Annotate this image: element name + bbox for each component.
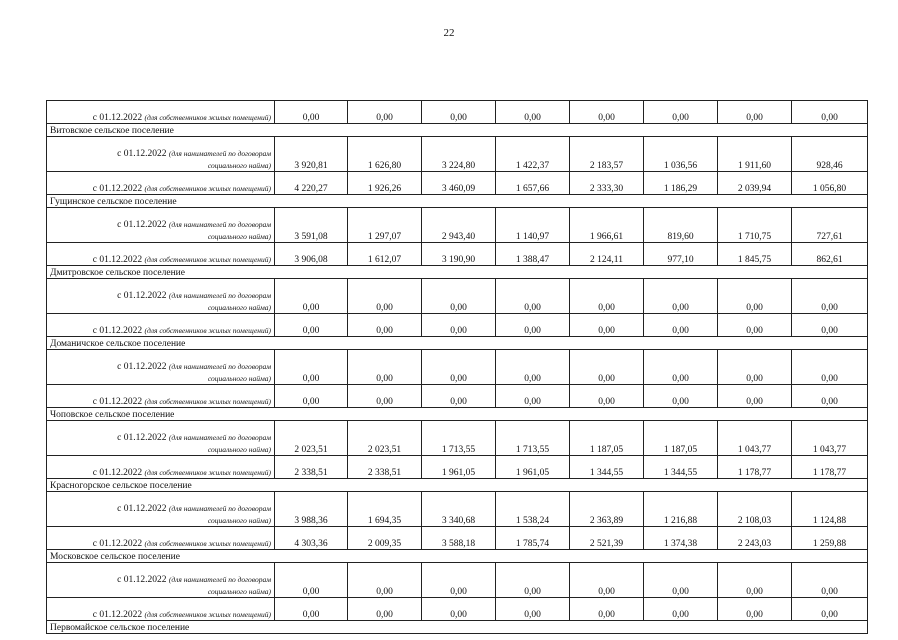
table-cell-value: 1 043,77 [792,421,868,456]
table-cell-value: 0,00 [792,598,868,621]
table-cell-value: 862,61 [792,243,868,266]
table-cell-value: 1 178,77 [718,456,792,479]
table-cell-value: 3 340,68 [422,492,496,527]
table-cell-value: 977,10 [644,243,718,266]
table-cell-value: 0,00 [644,279,718,314]
table-cell-value: 0,00 [570,279,644,314]
table-cell-value: 0,00 [792,314,868,337]
table-cell-value: 0,00 [275,314,348,337]
table-cell-value: 1 056,80 [792,172,868,195]
table-cell-value: 727,61 [792,208,868,243]
table-cell-value: 2 333,30 [570,172,644,195]
table-cell-value: 0,00 [348,314,422,337]
table-cell-value: 0,00 [496,101,570,124]
table-cell-value: 0,00 [718,563,792,598]
table-cell-value: 2 023,51 [348,421,422,456]
label-line-1 [50,574,271,586]
table-cell-value: 3 588,18 [422,527,496,550]
row-note: (для собственников жилых помещений) [144,539,271,548]
table-cell-value: 2 943,40 [422,208,496,243]
row-label-owners [47,456,275,479]
table-cell-value: 2 108,03 [718,492,792,527]
row-label-owners [47,172,275,195]
table-cell-value: 0,00 [570,598,644,621]
settlement-row [47,408,868,421]
table-cell-value: 0,00 [644,385,718,408]
table-cell-value: 2 521,39 [570,527,644,550]
row-note: (для нанимателей по договорам [168,362,271,371]
table-cell-value: 1 259,88 [792,527,868,550]
table-row [47,456,868,479]
table-cell-value: 3 906,08 [275,243,348,266]
row-label-tenants [47,492,275,527]
row-label-tenants [47,208,275,243]
row-date: с 01.12.2022 [92,539,143,549]
label-line-1 [50,148,271,160]
settlement-row [47,621,868,634]
tariff-table [46,100,868,634]
table-cell-value: 2 023,51 [275,421,348,456]
row-note: (для нанимателей по договорам [168,291,271,300]
table-cell-value: 1 186,29 [644,172,718,195]
settlement-row [47,124,868,137]
table-cell-value: 1 911,60 [718,137,792,172]
table-cell-value: 2 338,51 [275,456,348,479]
row-note: (для нанимателей по договорам [168,504,271,513]
table-row [47,137,868,172]
table-cell-value: 3 460,09 [422,172,496,195]
row-label-owners [47,314,275,337]
table-cell-value: 0,00 [644,101,718,124]
table-cell-value: 4 220,27 [275,172,348,195]
row-note: (для нанимателей по договорам [168,575,271,584]
table-cell-value: 0,00 [275,101,348,124]
table-cell-value: 0,00 [792,279,868,314]
row-note-line-2: социального найма) [207,232,271,241]
table-row [47,350,868,385]
table-cell-value: 0,00 [496,279,570,314]
row-note: (для собственников жилых помещений) [144,468,271,477]
table-cell-value: 0,00 [422,563,496,598]
table-cell-value: 2 009,35 [348,527,422,550]
table-cell-value: 1 961,05 [496,456,570,479]
table-cell-value: 1 216,88 [644,492,718,527]
table-row [47,208,868,243]
table-cell-value: 0,00 [348,279,422,314]
table-cell-value: 1 961,05 [422,456,496,479]
settlement-row [47,266,868,279]
table-cell-value: 0,00 [718,101,792,124]
table-cell-value: 0,00 [644,350,718,385]
settlement-name: Витовское сельское поселение [47,124,868,137]
table-cell-value: 1 344,55 [570,456,644,479]
table-cell-value: 1 926,26 [348,172,422,195]
row-note: (для нанимателей по договорам [168,149,271,158]
table-cell-value: 1 036,56 [644,137,718,172]
page-number: 22 [443,27,455,39]
table-cell-value: 0,00 [348,350,422,385]
label-line-1 [50,432,271,444]
table-row [47,243,868,266]
table-cell-value: 2 243,03 [718,527,792,550]
table-cell-value: 1 626,80 [348,137,422,172]
row-date: с 01.12.2022 [92,255,143,265]
table-cell-value: 1 710,75 [718,208,792,243]
table-cell-value: 0,00 [644,314,718,337]
table-cell-value: 1 694,35 [348,492,422,527]
table-cell-value: 0,00 [496,385,570,408]
table-cell-value: 0,00 [275,598,348,621]
table-cell-value: 1 538,24 [496,492,570,527]
table-cell-value: 0,00 [792,563,868,598]
table-cell-value: 0,00 [718,385,792,408]
table-row [47,492,868,527]
table-cell-value: 0,00 [718,314,792,337]
table-cell-value: 1 966,61 [570,208,644,243]
table-cell-value: 0,00 [348,385,422,408]
table-cell-value: 3 920,81 [275,137,348,172]
table-cell-value: 4 303,36 [275,527,348,550]
table-row [47,598,868,621]
row-label-owners [47,385,275,408]
row-date: с 01.12.2022 [117,504,167,514]
label-line-1 [50,503,271,515]
table-cell-value: 0,00 [422,279,496,314]
settlement-name: Красногорское сельское поселение [47,479,868,492]
table-cell-value: 1 612,07 [348,243,422,266]
table-cell-value: 1 374,38 [644,527,718,550]
table-cell-value: 0,00 [275,563,348,598]
row-label-owners [47,527,275,550]
settlement-row [47,195,868,208]
label-line-1 [50,290,271,302]
table-cell-value: 0,00 [644,563,718,598]
row-note-line-2: социального найма) [207,587,271,596]
table-cell-value: 2 039,94 [718,172,792,195]
table-cell-value: 928,46 [792,137,868,172]
table-row [47,385,868,408]
table-cell-value: 0,00 [422,350,496,385]
row-label-owners [47,101,275,124]
table-cell-value: 0,00 [792,350,868,385]
table-cell-value: 0,00 [570,101,644,124]
table-cell-value: 0,00 [792,385,868,408]
table-cell-value: 3 224,80 [422,137,496,172]
row-note-line-2: социального найма) [207,161,271,170]
table-cell-value: 0,00 [496,314,570,337]
row-note: (для нанимателей по договорам [168,220,271,229]
table-cell-value: 3 190,90 [422,243,496,266]
row-label-owners [47,243,275,266]
table-cell-value: 1 845,75 [718,243,792,266]
table-cell-value: 0,00 [496,598,570,621]
table-cell-value: 0,00 [644,598,718,621]
row-date: с 01.12.2022 [117,291,167,301]
table-cell-value: 0,00 [348,101,422,124]
settlement-name: Дмитровское сельское поселение [47,266,868,279]
table-cell-value: 0,00 [570,350,644,385]
table-cell-value: 1 043,77 [718,421,792,456]
table-cell-value: 1 140,97 [496,208,570,243]
table-cell-value: 0,00 [718,279,792,314]
table-cell-value: 0,00 [275,279,348,314]
row-date: с 01.12.2022 [117,362,167,372]
table-cell-value: 0,00 [422,314,496,337]
table-row [47,314,868,337]
table-cell-value: 1 422,37 [496,137,570,172]
settlement-name: Чоповское сельское поселение [47,408,868,421]
table-cell-value: 0,00 [570,314,644,337]
table-row [47,279,868,314]
row-label-tenants [47,563,275,598]
table-cell-value: 3 988,36 [275,492,348,527]
row-note-line-2: социального найма) [207,445,271,454]
settlement-name: Гущинское сельское поселение [47,195,868,208]
row-date: с 01.12.2022 [92,468,143,478]
table-cell-value: 0,00 [496,350,570,385]
table-cell-value: 0,00 [422,385,496,408]
table-cell-value: 1 713,55 [422,421,496,456]
row-note-line-2: социального найма) [207,374,271,383]
settlement-name: Первомайское сельское поселение [47,621,868,634]
settlement-row [47,550,868,563]
table-cell-value: 1 187,05 [570,421,644,456]
label-line-1 [50,361,271,373]
table-cell-value: 3 591,08 [275,208,348,243]
table-cell-value: 0,00 [422,101,496,124]
table-cell-value: 0,00 [718,350,792,385]
row-label-tenants [47,421,275,456]
table-row [47,101,868,124]
table-cell-value: 0,00 [570,385,644,408]
row-label-owners [47,598,275,621]
row-label-tenants [47,350,275,385]
table-cell-value: 0,00 [570,563,644,598]
table-cell-value: 1 297,07 [348,208,422,243]
table-cell-value: 1 124,88 [792,492,868,527]
row-date: с 01.12.2022 [117,149,167,159]
table-cell-value: 2 124,11 [570,243,644,266]
row-label-tenants [47,279,275,314]
row-date: с 01.12.2022 [92,326,143,336]
table-cell-value: 819,60 [644,208,718,243]
table-row [47,527,868,550]
row-note-line-2: социального найма) [207,516,271,525]
row-date: с 01.12.2022 [117,433,167,443]
row-date: с 01.12.2022 [117,220,167,230]
settlement-name: Московское сельское поселение [47,550,868,563]
table-body [47,101,868,634]
table-row [47,563,868,598]
table-cell-value: 0,00 [718,598,792,621]
row-note: (для нанимателей по договорам [168,433,271,442]
table-cell-value: 2 183,57 [570,137,644,172]
settlement-name: Доманичское сельское поселение [47,337,868,350]
row-date: с 01.12.2022 [92,610,143,620]
table-cell-value: 0,00 [348,598,422,621]
table-cell-value: 0,00 [496,563,570,598]
table-row [47,172,868,195]
settlement-row [47,337,868,350]
table-cell-value: 1 187,05 [644,421,718,456]
row-note: (для собственников жилых помещений) [144,255,271,264]
row-note: (для собственников жилых помещений) [144,113,271,122]
table-cell-value: 0,00 [275,350,348,385]
row-date: с 01.12.2022 [92,113,143,123]
table-cell-value: 0,00 [422,598,496,621]
row-note-line-2: социального найма) [207,303,271,312]
table-cell-value: 1 344,55 [644,456,718,479]
settlement-row [47,479,868,492]
row-date: с 01.12.2022 [92,184,143,194]
table-row [47,421,868,456]
table-cell-value: 2 363,89 [570,492,644,527]
table-cell-value: 1 388,47 [496,243,570,266]
row-note: (для собственников жилых помещений) [144,184,271,193]
table-cell-value: 1 785,74 [496,527,570,550]
row-label-tenants [47,137,275,172]
row-date: с 01.12.2022 [92,397,143,407]
table-cell-value: 0,00 [348,563,422,598]
row-note: (для собственников жилых помещений) [144,397,271,406]
row-note: (для собственников жилых помещений) [144,610,271,619]
table-cell-value: 1 713,55 [496,421,570,456]
table-cell-value: 0,00 [792,101,868,124]
table-cell-value: 0,00 [275,385,348,408]
table-cell-value: 1 657,66 [496,172,570,195]
table-cell-value: 2 338,51 [348,456,422,479]
row-note: (для собственников жилых помещений) [144,326,271,335]
label-line-1 [50,219,271,231]
row-date: с 01.12.2022 [117,575,167,585]
table-cell-value: 1 178,77 [792,456,868,479]
